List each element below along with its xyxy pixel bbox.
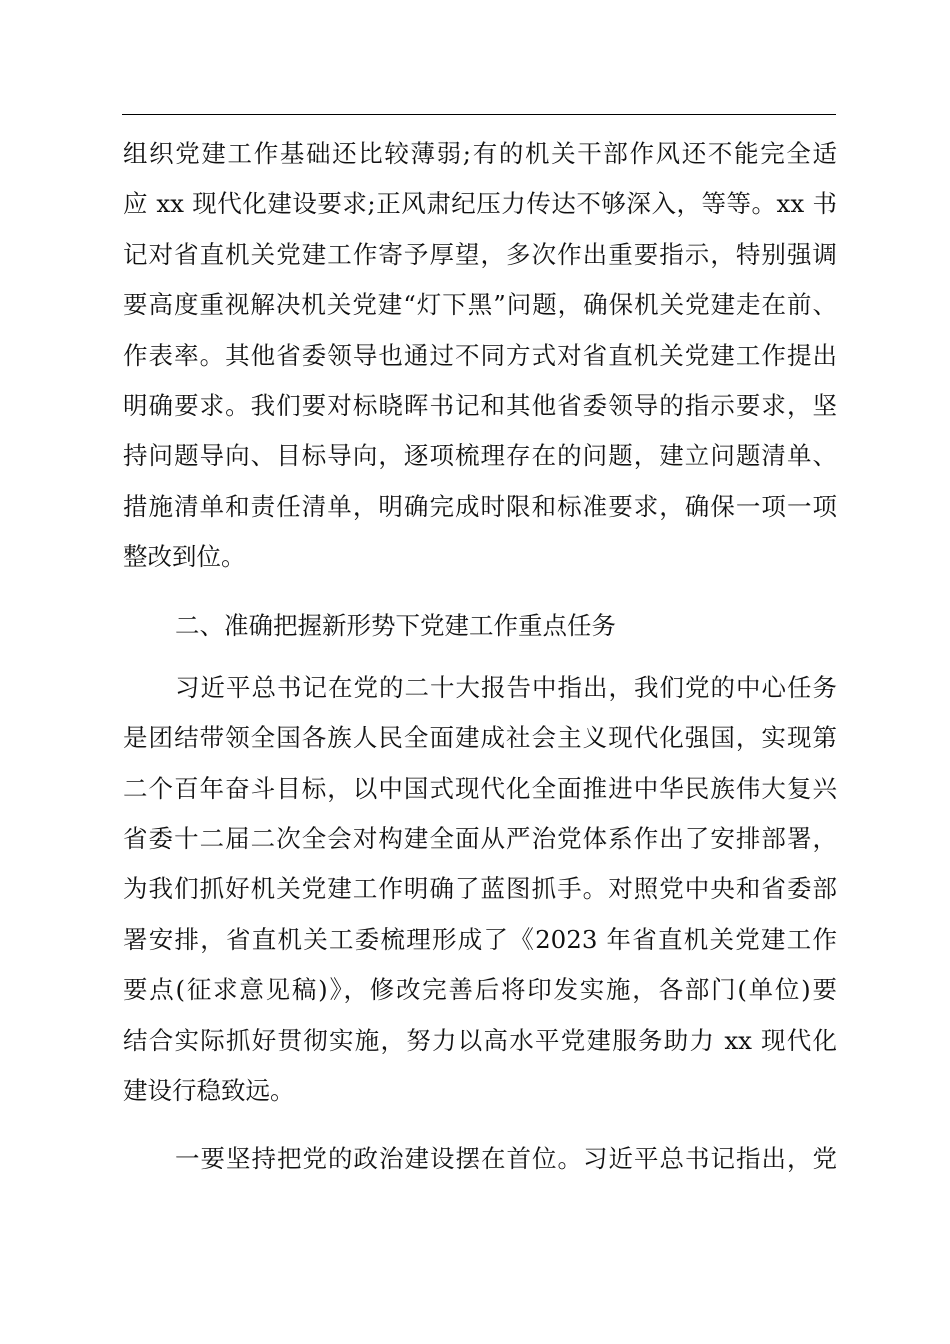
header-rule xyxy=(122,114,836,115)
text-line: 持问题导向、目标导向，逐项梳理存在的问题，建立问题清单、 xyxy=(123,441,837,471)
text-line: 二个百年奋斗目标，以中国式现代化全面推进中华民族伟大复兴 xyxy=(123,773,837,803)
text-line: 习近平总书记在党的二十大报告中指出，我们党的中心任务 xyxy=(175,672,837,702)
paragraph-gap xyxy=(123,1116,837,1134)
text-line: 省委十二届二次全会对构建全面从严治党体系作出了安排部署， xyxy=(123,824,837,854)
text-line: 记对省直机关党建工作寄予厚望，多次作出重要指示，特别强调 xyxy=(123,239,837,269)
paragraph-continued xyxy=(123,129,837,583)
paragraph xyxy=(123,663,837,1117)
text-line: 要点(征求意见稿)》，修改完善后将印发实施，各部门(单位)要 xyxy=(123,975,837,1005)
text-line: 组织党建工作基础还比较薄弱;有的机关干部作风还不能完全适 xyxy=(123,139,837,168)
document-body xyxy=(123,129,837,1185)
text-line: 结合实际抓好贯彻实施，努力以高水平党建服务助力 xx 现代化 xyxy=(123,1025,837,1055)
text-line: 整改到位。 xyxy=(123,542,246,572)
text-line: 署安排，省直机关工委梳理形成了《2023 年省直机关党建工作 xyxy=(123,924,837,954)
text-line: 是团结带领全国各族人民全面建成社会主义现代化强国，实现第 xyxy=(123,723,837,753)
text-line: 明确要求。我们要对标晓晖书记和其他省委领导的指示要求，坚 xyxy=(123,390,837,420)
text-line: 建设行稳致远。 xyxy=(123,1076,295,1106)
text-line: 措施清单和责任清单，明确完成时限和标准要求，确保一项一项 xyxy=(123,491,837,521)
text-line: 要高度重视解决机关党建“灯下黑”问题，确保机关党建走在前、 xyxy=(123,290,837,320)
heading-text: 二、准确把握新形势下党建工作重点任务 xyxy=(175,610,616,640)
text-line: 为我们抓好机关党建工作明确了蓝图抓手。对照党中央和省委部 xyxy=(123,874,837,904)
section-heading xyxy=(123,601,837,651)
paragraph xyxy=(123,1134,837,1184)
paragraph-gap xyxy=(123,651,837,663)
text-line: 一要坚持把党的政治建设摆在首位。习近平总书记指出，党 xyxy=(175,1144,837,1174)
text-line: 应 xx 现代化建设要求;正风肃纪压力传达不够深入，等等。xx 书 xyxy=(123,189,837,219)
paragraph-gap xyxy=(123,583,837,601)
text-line: 作表率。其他省委领导也通过不同方式对省直机关党建工作提出 xyxy=(123,340,837,370)
